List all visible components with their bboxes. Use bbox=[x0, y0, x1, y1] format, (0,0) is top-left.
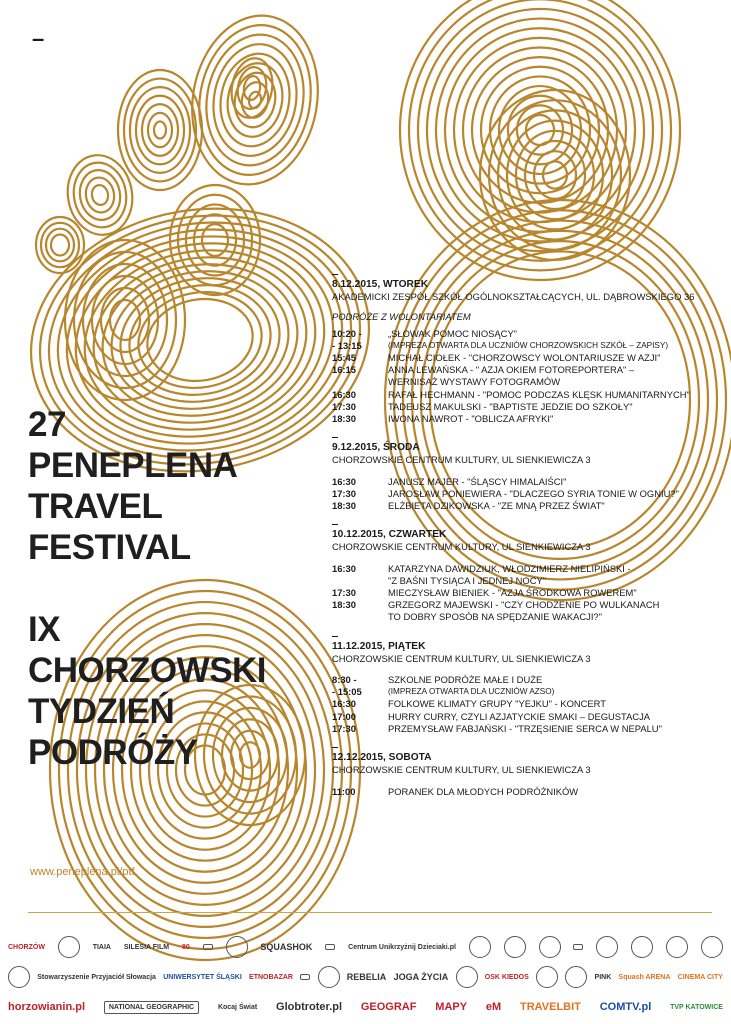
sponsor-logo[interactable]: Centrum Unikrzyżnij Dzieciaki.pl bbox=[348, 943, 456, 951]
sponsor-logos bbox=[8, 932, 723, 1022]
event-description: GRZEGORZ MAJEWSKI - "CZY CHODZENIE PO WULKANACH bbox=[388, 599, 660, 611]
day-date: 10.12.2015, CZWARTEK bbox=[332, 529, 447, 541]
footprint-ring bbox=[154, 121, 166, 138]
footprint-ring bbox=[141, 291, 259, 389]
event-list bbox=[332, 786, 722, 798]
event-row bbox=[332, 698, 722, 710]
event-time: - 13:15 bbox=[332, 339, 362, 351]
festival-title bbox=[28, 404, 266, 773]
sponsor-logo[interactable]: TVP KATOWICE bbox=[670, 1003, 723, 1011]
event-row bbox=[332, 563, 722, 575]
title-line: CHORZOWSKI bbox=[28, 651, 267, 690]
event-row bbox=[332, 376, 722, 388]
event-row bbox=[332, 401, 722, 413]
sponsor-logo[interactable]: COMTV.pl bbox=[599, 1001, 652, 1013]
event-description: (IMPREZA OTWARTA DLA UCZNIÓW AZSO) bbox=[388, 687, 555, 697]
sponsor-logo[interactable] bbox=[226, 936, 248, 958]
event-time: 11:00 bbox=[332, 785, 356, 797]
sponsor-logo[interactable]: ETNOBAZAR bbox=[249, 973, 293, 981]
event-row bbox=[332, 674, 722, 686]
event-time: 17:30 bbox=[332, 587, 356, 599]
title-line: FESTIVAL bbox=[28, 528, 191, 567]
sponsor-logo[interactable]: REBELIA bbox=[346, 972, 387, 982]
event-description: „SŁOWAK POMOC NIOSĄCY” bbox=[388, 327, 517, 339]
title-line: PODRÓŻY bbox=[28, 733, 198, 772]
sponsor-logo[interactable] bbox=[565, 966, 587, 988]
event-description: TO DOBRY SPOSÓB NA SPĘDZANIE WAKACJI?" bbox=[388, 611, 602, 623]
event-time bbox=[332, 575, 388, 587]
event-row bbox=[332, 611, 722, 623]
schedule-day bbox=[332, 276, 722, 425]
event-description: JAROSŁAW PONIEWIERA - "DLACZEGO SYRIA TONIE W OGNIU?" bbox=[388, 487, 679, 499]
event-time: 17:00 bbox=[332, 710, 356, 722]
day-venue: CHORZOWSKIE CENTRUM KULTURY, UL SIENKIEWICZA 3 bbox=[332, 454, 591, 466]
event-description: RAFAŁ HECHMANN - "POMOC PODCZAS KLĘSK HUMANITARNYCH" bbox=[388, 388, 690, 400]
footprint-ring bbox=[436, 19, 644, 242]
title-line: 27 bbox=[28, 405, 66, 444]
title-line: TRAVEL bbox=[28, 487, 163, 526]
event-description: PRZEMYSŁAW FABJAŃSKI - "TRZĘSIENIE SERCA W NEPALU" bbox=[388, 722, 662, 734]
sponsor-logo[interactable]: TRAVELBIT bbox=[519, 1001, 581, 1013]
footprint-ring bbox=[83, 175, 117, 214]
sponsor-logo[interactable]: CHORZÓW bbox=[8, 943, 45, 951]
event-list bbox=[332, 476, 722, 513]
event-time bbox=[332, 376, 388, 388]
event-time: 8:30 - bbox=[332, 674, 357, 686]
day-header bbox=[332, 749, 722, 776]
day-venue: CHORZOWSKIE CENTRUM KULTURY, UL SIENKIEWICZA 3 bbox=[332, 764, 591, 776]
event-description: MIECZYSŁAW BIENIEK - "AZJA ŚRODKOWA ROWEREM" bbox=[388, 587, 637, 599]
sponsor-logo[interactable] bbox=[573, 944, 583, 950]
event-time: - 15:05 bbox=[332, 686, 362, 698]
event-row bbox=[332, 723, 722, 735]
event-row bbox=[332, 599, 722, 611]
sponsor-logo[interactable]: eM bbox=[485, 1001, 502, 1013]
event-time: 17:30 bbox=[332, 722, 356, 734]
sponsor-logo[interactable]: CINEMA CITY bbox=[677, 973, 723, 981]
footprint-ring bbox=[543, 161, 567, 188]
footprint-ring bbox=[130, 87, 190, 173]
event-description: TADEUSZ MAKULSKI - "BAPTISTE JEDZIE DO SZKOŁY" bbox=[388, 400, 633, 412]
sponsor-logo[interactable] bbox=[701, 936, 723, 958]
tick-mark bbox=[332, 747, 338, 748]
sponsor-logo[interactable] bbox=[8, 966, 30, 988]
event-description: MICHAŁ CIOŁEK - "CHORZOWSCY WOLONTARIUSZE W AZJI" bbox=[388, 352, 661, 364]
footprint-ring bbox=[480, 90, 630, 260]
day-venue: CHORZOWSKIE CENTRUM KULTURY, UL SIENKIEWICZA 3 bbox=[332, 541, 591, 553]
sponsor-logo[interactable] bbox=[456, 966, 478, 988]
sponsor-logo[interactable] bbox=[596, 936, 618, 958]
event-time: 17:30 bbox=[332, 400, 356, 412]
sponsor-logo[interactable]: PINK bbox=[594, 973, 612, 981]
event-row bbox=[332, 389, 722, 401]
sponsor-logo[interactable]: SILESIA FILM bbox=[123, 943, 170, 951]
event-row bbox=[332, 587, 722, 599]
event-row bbox=[332, 328, 722, 340]
footprint-ring bbox=[51, 235, 69, 256]
day-date: 8.12.2015, WTOREK bbox=[332, 279, 429, 290]
sponsor-logo[interactable] bbox=[203, 944, 213, 950]
event-time bbox=[332, 611, 388, 623]
sponsor-logo[interactable] bbox=[631, 936, 653, 958]
event-list bbox=[332, 674, 722, 735]
event-time: 16:30 bbox=[332, 475, 356, 487]
event-row bbox=[332, 786, 722, 798]
day-date: 9.12.2015, ŚRODA bbox=[332, 442, 420, 454]
tick-mark bbox=[332, 636, 338, 637]
title-line: PENEPLENA bbox=[28, 446, 238, 485]
sponsor-logo[interactable]: horzowianin.pl bbox=[8, 1001, 85, 1013]
sponsor-logo[interactable]: NATIONAL GEOGRAPHIC bbox=[104, 1001, 199, 1014]
sponsor-logo[interactable]: Stowarzyszenie Przyjaciół Słowacja bbox=[37, 973, 156, 981]
event-time: 16:30 bbox=[332, 388, 356, 400]
event-description: SZKOLNE PODRÓŻE MAŁE I DUŻE bbox=[388, 674, 543, 686]
event-time: 18:30 bbox=[332, 413, 356, 425]
schedule-day bbox=[332, 439, 722, 512]
sponsor-logo[interactable] bbox=[539, 936, 561, 958]
sponsor-logo[interactable]: JOGA ŻYCIA bbox=[393, 972, 449, 982]
event-description: IWONA NAWROT - "OBLICZA AFRYKI" bbox=[388, 413, 554, 425]
day-header bbox=[332, 526, 722, 553]
event-row bbox=[332, 488, 722, 500]
footprint-ring bbox=[76, 167, 124, 223]
event-list bbox=[332, 328, 722, 426]
event-row bbox=[332, 364, 722, 376]
sponsor-logo[interactable] bbox=[504, 936, 526, 958]
sponsor-logo[interactable]: OSK KIEDOS bbox=[484, 973, 529, 981]
sponsor-logo[interactable] bbox=[300, 974, 310, 980]
footprint-ring bbox=[110, 300, 140, 340]
event-description: WERNISAŻ WYSTAWY FOTOGRAMÓW bbox=[388, 376, 561, 388]
day-venue: CHORZOWSKIE CENTRUM KULTURY, UL SIENKIEWICZA 3 bbox=[332, 652, 591, 664]
sponsor-logo[interactable]: SQUASHOK bbox=[260, 942, 313, 952]
event-time: 16:30 bbox=[332, 698, 356, 710]
website-link[interactable]: www.peneplena.pl/ptf bbox=[30, 866, 135, 878]
title-line: IX bbox=[28, 610, 61, 649]
day-header bbox=[332, 276, 722, 303]
event-row bbox=[332, 575, 722, 587]
event-row bbox=[332, 686, 722, 698]
sponsor-logo[interactable] bbox=[325, 944, 335, 950]
event-description: JANUSZ MAJER - "ŚLĄSCY HIMALAIŚCI" bbox=[388, 475, 567, 487]
footprint-ring bbox=[188, 16, 323, 184]
sponsor-logo[interactable]: GEOGRAF bbox=[360, 1001, 417, 1013]
event-row bbox=[332, 711, 722, 723]
event-time: 17:30 bbox=[332, 487, 356, 499]
event-row bbox=[332, 413, 722, 425]
event-time: 18:30 bbox=[332, 599, 356, 611]
event-time: 18:30 bbox=[332, 500, 356, 512]
day-header bbox=[332, 638, 722, 665]
sponsor-logo[interactable]: Squash ARENA bbox=[618, 973, 671, 981]
event-row bbox=[332, 476, 722, 488]
footprint-ring bbox=[499, 86, 581, 174]
sponsor-logo[interactable]: UNIWERSYTET ŚLĄSKI bbox=[163, 973, 242, 981]
sponsor-logo[interactable] bbox=[58, 936, 80, 958]
sponsor-row bbox=[8, 992, 723, 1022]
divider bbox=[28, 912, 712, 913]
sponsor-logo[interactable]: Globtroter.pl bbox=[276, 1001, 343, 1013]
schedule-day bbox=[332, 638, 722, 735]
section-title: PODRÓŻE Z WOLONTARIATEM bbox=[332, 311, 471, 323]
event-description: "Z BAŚNI TYSIĄCA I JEDNEJ NOCY" bbox=[388, 574, 547, 586]
event-description: (IMPREZA OTWARTA DLA UCZNIÓW CHORZOWSKICH SZKÓŁ – ZAPISY) bbox=[388, 340, 669, 350]
sponsor-logo[interactable] bbox=[318, 966, 340, 988]
event-time: 10:20 - bbox=[332, 327, 362, 339]
schedule bbox=[332, 276, 722, 812]
dash-mark: – bbox=[32, 26, 45, 51]
footprint-ring bbox=[36, 217, 84, 273]
footprint-ring bbox=[83, 264, 167, 376]
event-time: 15:45 bbox=[332, 352, 356, 364]
event-description: ANNA LEWAŃSKA - " AZJA OKIEM FOTOREPORTERA" – bbox=[388, 364, 635, 376]
schedule-day bbox=[332, 749, 722, 798]
day-header bbox=[332, 439, 722, 466]
sponsor-logo[interactable]: 80 bbox=[181, 943, 190, 951]
sponsor-logo[interactable] bbox=[536, 966, 558, 988]
footprint-ring bbox=[90, 184, 109, 206]
event-description: ELŻBIETA DZIKOWSKA - "ZE MNĄ PRZEZ ŚWIAT" bbox=[388, 500, 605, 512]
event-description: HURRY CURRY, CZYLI AZJATYCKIE SMAKI – DEGUSTACJA bbox=[388, 710, 651, 722]
event-row bbox=[332, 340, 722, 352]
event-description: FOLKOWE KLIMATY GRUPY "YEJKU" - KONCERT bbox=[388, 698, 606, 710]
sponsor-row bbox=[8, 932, 723, 962]
event-list bbox=[332, 563, 722, 624]
tick-mark bbox=[332, 437, 338, 438]
event-time: 16:30 bbox=[332, 562, 356, 574]
title-line: TYDZIEŃ bbox=[28, 692, 175, 731]
footprint-ring bbox=[463, 48, 617, 213]
sponsor-row bbox=[8, 962, 723, 992]
event-description: PORANEK DLA MŁODYCH PODRÓŻNIKÓW bbox=[388, 785, 579, 797]
tick-mark bbox=[332, 274, 338, 275]
tick-mark bbox=[332, 524, 338, 525]
sponsor-logo[interactable]: TIAIA bbox=[92, 943, 111, 951]
sponsor-logo[interactable]: Kocaj Świat bbox=[217, 1003, 258, 1011]
event-description: KATARZYNA DAWIDZIUK, WŁODZIMIERZ NIELIPIŃSKI - bbox=[388, 562, 631, 574]
day-date: 12.12.2015, SOBOTA bbox=[332, 752, 432, 764]
footprint-ring bbox=[136, 96, 184, 165]
sponsor-logo[interactable]: MAPY bbox=[435, 1001, 468, 1013]
footprint-ring bbox=[148, 113, 172, 147]
event-time: 16:15 bbox=[332, 364, 356, 376]
event-row bbox=[332, 352, 722, 364]
day-venue: AKADEMICKI ZESPÓŁ SZKÓŁ OGÓLNOKSZTAŁCĄCYCH, UL. DĄBROWSKIEGO 36 bbox=[332, 291, 695, 303]
footprint-ring bbox=[124, 79, 196, 182]
schedule-day bbox=[332, 526, 722, 623]
event-row bbox=[332, 500, 722, 512]
sponsor-logo[interactable] bbox=[666, 936, 688, 958]
sponsor-logo[interactable] bbox=[469, 936, 491, 958]
day-date: 11.12.2015, PIĄTEK bbox=[332, 640, 426, 652]
